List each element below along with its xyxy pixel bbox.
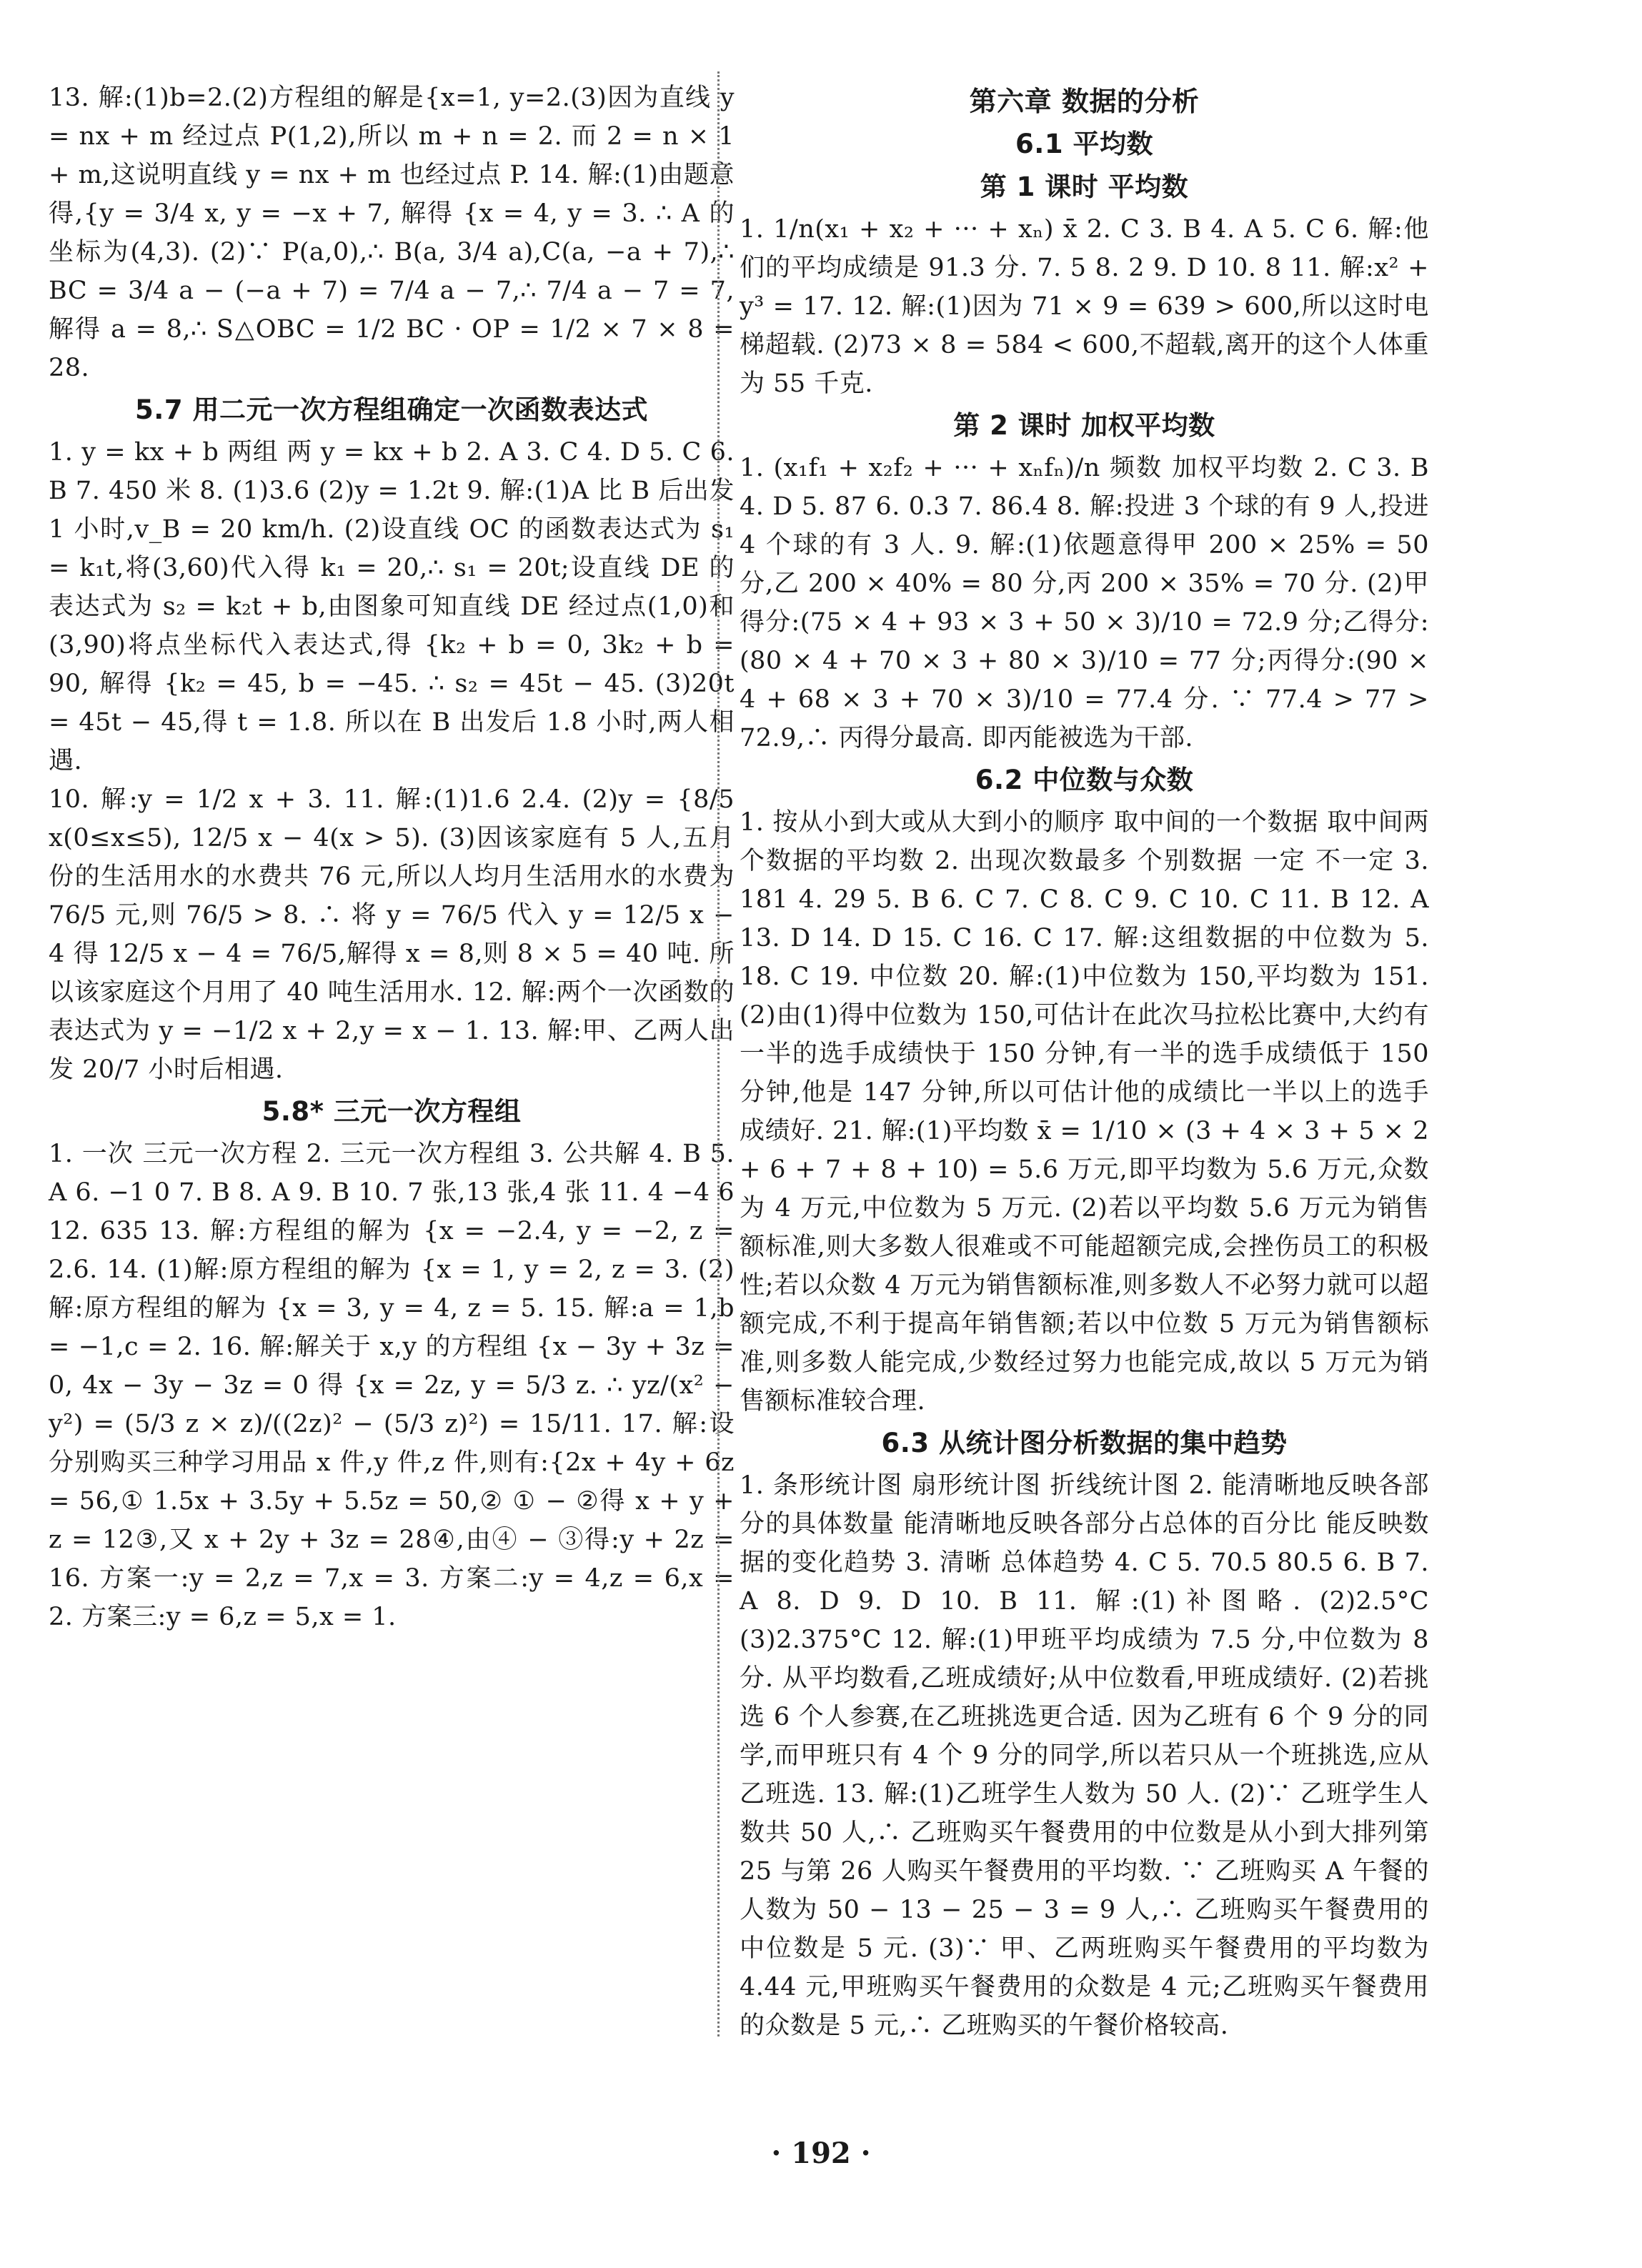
answer-paragraph: 1. (x₁f₁ + x₂f₂ + ··· + xₙfₙ)/n 频数 加权平均数 2. C 3. B 4. D 5. 87 6. 0.3 7. 86.4 8. 解:投进 3 个球的有 9 人,投进 4 个球的有 3 人. 9. 解:(1)依题意得甲 200 × 25% = 50 分,乙 200 × 40% = 80 分,丙 200 × 35% = 70 分. (2)甲得分:(75 × 4 + 93 × 3 + 50 × 3)/10 = 72.9 分;乙得分:(80 × 4 + 70 × 3 + 80 × 3)/10 = 77 分;丙得分:(90 × 4 + 68 × 3 + 70 × 3)/10 = 77.4 分. ∵ 77.4 > 77 > 72.9,∴ 丙得分最高. 即丙能被选为干部.: [740, 454, 1429, 752]
right-column: [740, 79, 1429, 2045]
answer-paragraph: 13. 解:(1)b=2.(2)方程组的解是{x=1, y=2.(3)因为直线 y = nx + m 经过点 P(1,2),所以 m + n = 2. 而 2 = n × 1 + m,这说明直线 y = nx + m 也经过点 P. 14. 解:(1)由题意得,{y = 3/4 x, y = −x + 7, 解得 {x = 4, y = 3. ∴ A 的坐标为(4,3). (2)∵ P(a,0),∴ B(a, 3/4 a),C(a, −a + 7),∴ BC = 3/4 a − (−a + 7) = 7/4 a − 7,∴ 7/4 a − 7 = 7,解得 a = 8,∴ S△OBC = 1/2 BC · OP = 1/2 × 7 × 8 = 28.: [49, 84, 735, 382]
page-number: · 192 ·: [771, 2137, 871, 2170]
chapter-title: 第六章 数据的分析: [969, 86, 1200, 117]
answer-paragraph: 1. 条形统计图 扇形统计图 折线统计图 2. 能清晰地反映各部分的具体数量 能清晰地反映各部分占总体的百分比 能反映数据的变化趋势 3. 清晰 总体趋势 4. C 5. 70.5 80.5 6. B 7. A 8. D 9. D 10. B 11. 解:(1)补图略. (2)2.5°C (3)2.375°C 12. 解:(1)甲班平均成绩为 7.5 分,中位数为 8 分. 从平均数看,乙班成绩好;从中位数看,甲班成绩好. (2)若挑选 6 个人参赛,在乙班挑选更合适. 因为乙班有 6 个 9 分的同学,而甲班只有 4 个 9 分的同学,所以若只从一个班挑选,应从乙班选. 13. 解:(1)乙班学生人数为 50 人. (2)∵ 乙班学生人数共 50 人,∴ 乙班购买午餐费用的中位数是从小到大排列第 25 与第 26 人购买午餐费用的平均数. ∵ 乙班购买 A 午餐的人数为 50 − 13 − 25 − 3 = 9 人,∴ 乙班购买午餐费用的中位数是 5 元. (3)∵ 甲、乙两班购买午餐费用的平均数为 4.44 元,甲班购买午餐费用的众数是 4 元;乙班购买午餐费用的众数是 5 元,∴ 乙班购买的午餐价格较高.: [740, 1471, 1429, 2040]
section-heading: 第 1 课时 平均数: [980, 171, 1189, 202]
answer-paragraph: 1. 一次 三元一次方程 2. 三元一次方程组 3. 公共解 4. B 5. A 6. −1 0 7. B 8. A 9. B 10. 7 张,13 张,4 张 11. 4 −4 6 12. 635 13. 解:方程组的解为 {x = −2.4, y = −2, z = 2.6. 14. (1)解:原方程组的解为 {x = 1, y = 2, z = 3. (2)解:原方程组的解为 {x = 3, y = 4, z = 5. 15. 解:a = 1,b = −1,c = 2. 16. 解:解关于 x,y 的方程组 {x − 3y + 3z = 0, 4x − 3y − 3z = 0 得 {x = 2z, y = 5/3 z. ∴ yz/(x² − y²) = (5/3 z × z)/((2z)² − (5/3 z)²) = 15/11. 17. 解:设分别购买三种学习用品 x 件,y 件,z 件,则有:{2x + 4y + 6z = 56,① 1.5x + 3.5y + 5.5z = 50,② ① − ②得 x + y + z = 12③,又 x + 2y + 3z = 28④,由④ − ③得:y + 2z = 16. 方案一:y = 2,z = 7,x = 3. 方案二:y = 4,z = 6,x = 2. 方案三:y = 6,z = 5,x = 1.: [49, 1140, 735, 1631]
answer-paragraph: 1. 按从小到大或从大到小的顺序 取中间的一个数据 取中间两个数据的平均数 2. 出现次数最多 个别数据 一定 不一定 3. 181 4. 29 5. B 6. C 7. C 8. C 9. C 10. C 11. B 12. A 13. D 14. D 15. C 16. C 17. 解:这组数据的中位数为 5. 18. C 19. 中位数 20. 解:(1)中位数为 150,平均数为 151. (2)由(1)得中位数为 150,可估计在此次马拉松比赛中,大约有一半的选手成绩快于 150 分钟,有一半的选手成绩低于 150 分钟,他是 147 分钟,所以可估计他的成绩比一半以上的选手成绩好. 21. 解:(1)平均数 x̄ = 1/10 × (3 + 4 × 3 + 5 × 2 + 6 + 7 + 8 + 10) = 5.6 万元,即平均数为 5.6 万元,众数为 4 万元,中位数为 5 万元. (2)若以平均数 5.6 万元为销售额标准,则大多数人很难或不可能超额完成,会挫伤员工的积极性;若以众数 4 万元为销售额标准,则多数人不必努力就可以超额完成,不利于提高年销售额;若以中位数 5 万元为销售额标准,则多数人能完成,少数经过努力也能完成,故以 5 万元为销售额标准较合理.: [740, 808, 1429, 1416]
section-heading: 5.7 用二元一次方程组确定一次函数表达式: [135, 394, 648, 425]
left-column: [49, 79, 735, 1636]
answer-paragraph: 10. 解:y = 1/2 x + 3. 11. 解:(1)1.6 2.4. (2)y = {8/5 x(0≤x≤5), 12/5 x − 4(x > 5). (3)因该家庭有 5 人,五月份的生活用水的水费共 76 元,所以人均月生活用水的水费为 76/5 元,则 76/5 > 8. ∴ 将 y = 76/5 代入 y = 12/5 x − 4 得 12/5 x − 4 = 76/5,解得 x = 8,则 8 × 5 = 40 吨. 所以该家庭这个月用了 40 吨生活用水. 12. 解:两个一次函数的表达式为 y = −1/2 x + 2,y = x − 1. 13. 解:甲、乙两人出发 20/7 小时后相遇.: [49, 785, 735, 1084]
answer-paragraph: 1. y = kx + b 两组 两 y = kx + b 2. A 3. C 4. D 5. C 6. B 7. 450 米 8. (1)3.6 (2)y = 1.2t 9. 解:(1)A 比 B 后出发 1 小时,v_B = 20 km/h. (2)设直线 OC 的函数表达式为 s₁ = k₁t,将(3,60)代入得 k₁ = 20,∴ s₁ = 20t;设直线 DE 的表达式为 s₂ = k₂t + b,由图象可知直线 DE 经过点(1,0)和(3,90)将点坐标代入表达式,得 {k₂ + b = 0, 3k₂ + b = 90, 解得 {k₂ = 45, b = −45. ∴ s₂ = 45t − 45. (3)20t = 45t − 45,得 t = 1.8. 所以在 B 出发后 1.8 小时,两人相遇.: [49, 438, 735, 775]
section-heading: 5.8* 三元一次方程组: [262, 1096, 522, 1127]
section-heading: 6.2 中位数与众数: [975, 765, 1194, 795]
section-heading: 6.3 从统计图分析数据的集中趋势: [881, 1428, 1288, 1458]
section-heading: 第 2 课时 加权平均数: [953, 410, 1215, 441]
answer-paragraph: 1. 1/n(x₁ + x₂ + ··· + xₙ) x̄ 2. C 3. B 4. A 5. C 6. 解:他们的平均成绩是 91.3 分. 7. 5 8. 2 9. D 10. 8 11. 解:x² + y³ = 17. 12. 解:(1)因为 71 × 9 = 639 > 600,所以这时电梯超载. (2)73 × 8 = 584 < 600,不超载,离开的这个人体重为 55 千克.: [740, 215, 1429, 398]
column-divider: [717, 71, 720, 2036]
section-heading: 6.1 平均数: [1015, 129, 1153, 159]
